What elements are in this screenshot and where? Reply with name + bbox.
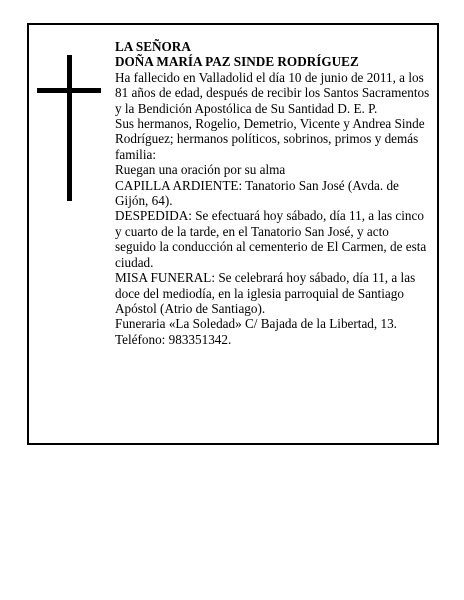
misa-funeral: MISA FUNERAL: Se celebrará hoy sábado, día 11, a las doce del mediodía, en la iglesia parroquial de Santiago Apóstol (Atrio de Santiago). xyxy=(115,270,416,316)
obituary-text xyxy=(115,39,431,347)
prayer-request: Ruegan una oración por su alma xyxy=(115,162,286,178)
capilla-ardiente: CAPILLA ARDIENTE: Tanatorio San José (Avda. de Gijón, 64). xyxy=(115,177,399,209)
death-announcement: Ha fallecido en Valladolid el día 10 de junio de 2011, a los 81 años de edad, después de recibir los Santos Sacramentos y la Bendición Apostólica de Su Santidad D. E. P. xyxy=(115,69,430,116)
family-list: Sus hermanos, Rogelio, Demetrio, Vicente y Andrea Sinde Rodríguez; hermanos políticos, sobrinos, primos y demás familia: xyxy=(115,116,425,162)
obituary-notice xyxy=(27,23,439,445)
funeraria-contact: Funeraria «La Soledad» C/ Bajada de la Libertad, 13. Teléfono: 983351342. xyxy=(115,316,397,347)
deceased-name: DOÑA MARÍA PAZ SINDE RODRÍGUEZ xyxy=(115,54,359,70)
notice-title: LA SEÑORA xyxy=(115,39,191,54)
despedida: DESPEDIDA: Se efectuará hoy sábado, día 11, a las cinco y cuarto de la tarde, en el Tanatorio San José, y acto seguido la conducción al cementerio de El Carmen, de esta ciudad. xyxy=(115,208,427,270)
cross-icon xyxy=(37,55,101,201)
